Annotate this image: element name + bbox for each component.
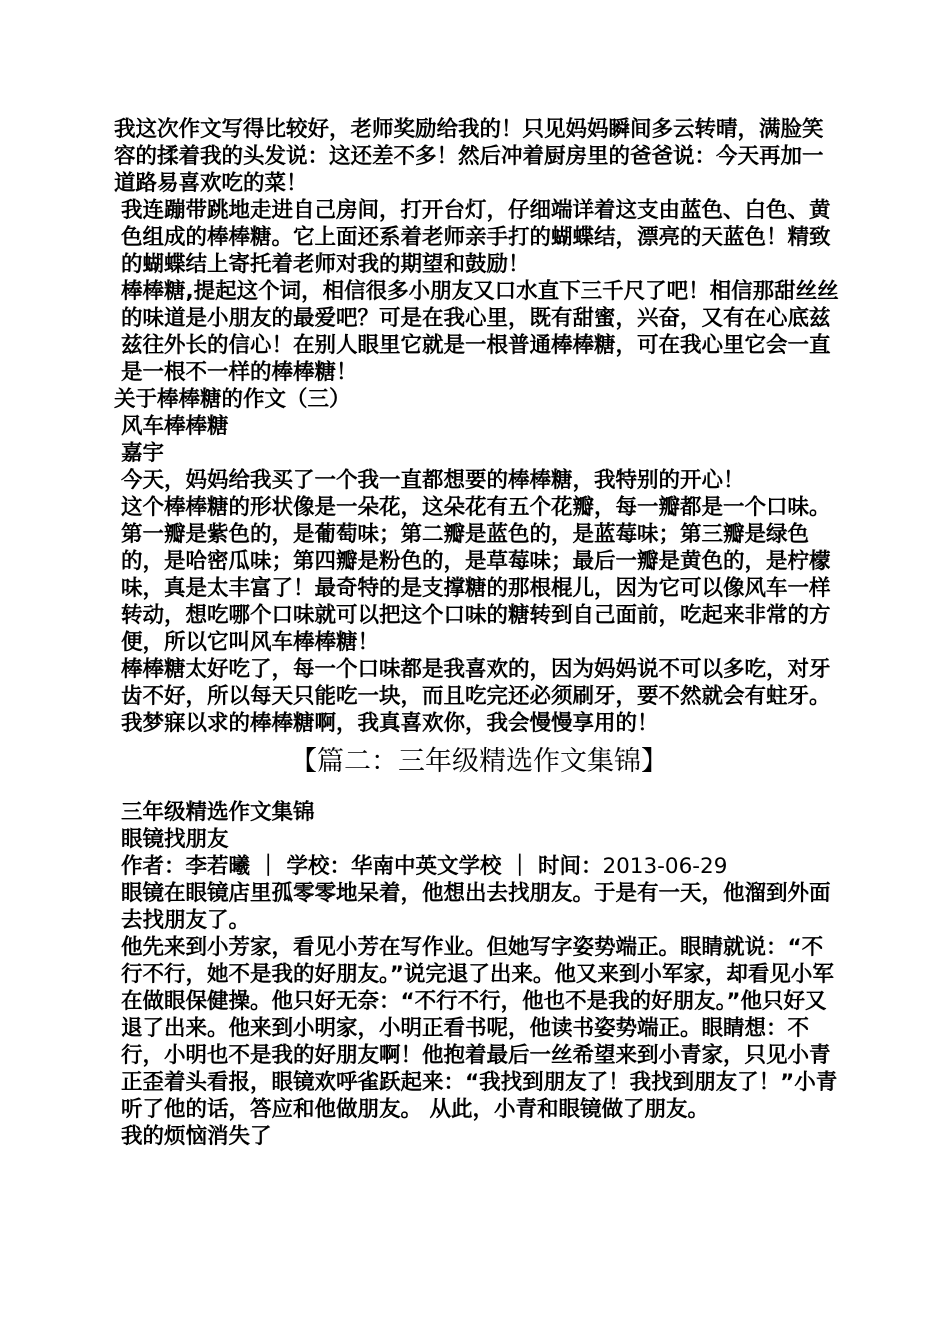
paragraph-flower-shape: 这个棒棒糖的形状像是一朵花，这朵花有五个花瓣，每一瓣都是一个口味。第一瓣是紫色的，是葡萄味；第二瓣是蓝色的，是蓝莓味；第三瓣是绿色的，是哈密瓜味；第四瓣是粉色的，是草莓味；最后一瓣是黄色的，是柠檬味，真是太丰富了！最奇特的是支撑糖的那根棍儿，因为它可以像风车一样转动，想吃哪个口味就可以把这个口味的糖转到自己面前，吃起来非常的方便，所以它叫风车棒棒糖！ [121, 495, 831, 655]
essay-title: 眼镜找朋友 [121, 827, 229, 852]
next-essay-title: 我的烦恼消失了 [121, 1124, 272, 1149]
collection-title: 三年级精选作文集锦 [121, 800, 315, 825]
essay-three-author: 嘉宇 [121, 441, 165, 466]
essay-meta [114, 853, 844, 880]
paragraph-reward: 我这次作文写得比较好，老师奖励给我的！只见妈妈瞬间多云转晴，满脸笑容的揉着我的头发说：这还差不多！然后冲着厨房里的爸爸说：今天再加一道路易喜欢吃的菜！ [114, 117, 824, 196]
paragraph-glasses-alone: 眼镜在眼镜店里孤零零地呆着，他想出去找朋友。于是有一天，他溜到外面去找朋友了。 [121, 881, 831, 933]
paragraph-room: 我连蹦带跳地走进自己房间，打开台灯，仔细端详着这支由蓝色、白色、黄色组成的棒棒糖。它上面还系着老师亲手打的蝴蝶结，漂亮的天蓝色！精致的蝴蝶结上寄托着老师对我的期望和鼓励！ [121, 198, 831, 277]
paragraph-bought: 今天，妈妈给我买了一个我一直都想要的棒棒糖，我特别的开心！ [121, 468, 745, 493]
document-page [114, 116, 844, 1150]
essay-meta-prefix: 作者：李若曦 ｜ 学校：华南中英文学校 ｜ 时间： [121, 854, 603, 879]
paragraph-glasses-visits: 他先来到小芳家，看见小芳在写作业。但她写字姿势端正。眼睛就说：“不行不行，她不是我的好朋友。”说完退了出来。他又来到小军家，却看见小军在做眼保健操。他只好无奈：“不行不行，他也不是我的好朋友。”他只好又退了出来。他来到小明家，小明正看书呢，他读书姿势端正。眼睛想：不行，小明也不是我的好朋友啊！他抱着最后一丝希望来到小青家，只见小青正歪着头看报，眼镜欢呼雀跃起来：“我找到朋友了！我找到朋友了！”小青听了他的话，答应和他做朋友。 从此，小青和眼镜做了朋友。 [121, 935, 838, 1122]
section-title: 【篇二：三年级精选作文集锦】 [290, 746, 668, 777]
paragraph-lollipop-word: 棒棒糖,提起这个词，相信很多小朋友又口水直下三千尺了吧！相信那甜丝丝的味道是小朋友的最爱吧？可是在我心里，既有甜蜜，兴奋，又有在心底兹兹往外长的信心！在别人眼里它就是一根普通棒棒糖，可在我心里它会一直是一根不一样的棒棒糖！ [121, 279, 839, 385]
paragraph-delicious: 棒棒糖太好吃了，每一个口味都是我喜欢的，因为妈妈说不可以多吃，对牙齿不好，所以每天只能吃一块，而且吃完还必须刷牙，要不然就会有蛀牙。我梦寐以求的棒棒糖啊，我真喜欢你，我会慢慢享用的！ [121, 657, 831, 736]
heading-essay-three: 关于棒棒糖的作文（三） [114, 387, 351, 412]
essay-three-title: 风车棒棒糖 [121, 414, 229, 439]
essay-meta-date: 2013-06-29 [602, 854, 728, 879]
